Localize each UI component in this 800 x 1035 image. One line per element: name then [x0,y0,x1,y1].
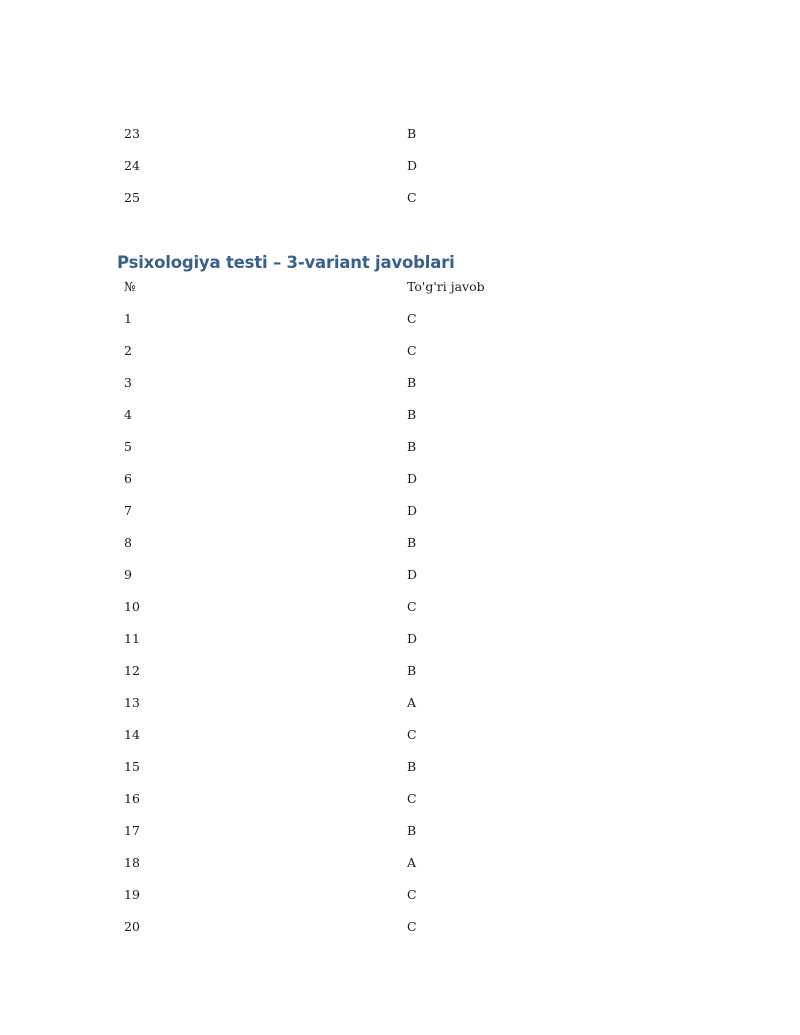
answer-letter: B [407,407,417,422]
question-number: 9 [124,567,132,582]
answer-letter: D [407,158,418,173]
answer-letter: D [407,631,418,646]
question-number: 12 [124,663,140,678]
table-row [0,661,800,681]
answer-letter: C [407,727,417,742]
answer-letter: C [407,311,417,326]
table-row [0,725,800,745]
answer-letter: A [407,695,417,710]
answer-letter: B [407,535,417,550]
table-row [0,309,800,329]
question-number: 8 [124,535,132,550]
answer-letter: D [407,503,418,518]
answer-letter: D [407,567,418,582]
question-number: 17 [124,823,140,838]
table-row [0,373,800,393]
answer-letter: B [407,439,417,454]
question-number: 6 [124,471,132,486]
table-header-row [0,277,800,297]
answer-letter: C [407,919,417,934]
answer-letter: C [407,343,417,358]
table-row [0,885,800,905]
section-heading: Psixologiya testi – 3-variant javoblari [117,253,455,272]
table-row [0,437,800,457]
table-row [0,565,800,585]
table-row [0,156,800,176]
question-number: 10 [124,599,140,614]
table-row [0,501,800,521]
table-row [0,341,800,361]
question-number: 25 [124,190,140,205]
question-number: 3 [124,375,132,390]
table-row [0,124,800,144]
table-row [0,917,800,937]
table-row [0,693,800,713]
answer-letter: B [407,375,417,390]
question-number: 15 [124,759,140,774]
table-row [0,789,800,809]
table-row [0,597,800,617]
question-number: 23 [124,126,140,141]
question-number: 5 [124,439,132,454]
answer-letter: B [407,823,417,838]
table-row [0,405,800,425]
table-row [0,188,800,208]
question-number: 18 [124,855,140,870]
answer-letter: B [407,663,417,678]
table-row [0,469,800,489]
answer-letter: C [407,599,417,614]
column-header-answer: To'g'ri javob [407,279,485,294]
answer-letter: C [407,791,417,806]
answer-letter: C [407,887,417,902]
table-row [0,629,800,649]
question-number: 13 [124,695,140,710]
question-number: 14 [124,727,140,742]
answer-letter: B [407,126,417,141]
table-row [0,821,800,841]
question-number: 19 [124,887,140,902]
question-number: 2 [124,343,132,358]
question-number: 7 [124,503,132,518]
column-header-number: № [124,279,136,294]
table-row [0,533,800,553]
question-number: 11 [124,631,140,646]
question-number: 24 [124,158,140,173]
answer-letter: A [407,855,417,870]
question-number: 16 [124,791,140,806]
table-row [0,853,800,873]
answer-letter: B [407,759,417,774]
table-row [0,757,800,777]
question-number: 1 [124,311,132,326]
answer-letter: C [407,190,417,205]
answer-letter: D [407,471,418,486]
question-number: 20 [124,919,140,934]
question-number: 4 [124,407,132,422]
